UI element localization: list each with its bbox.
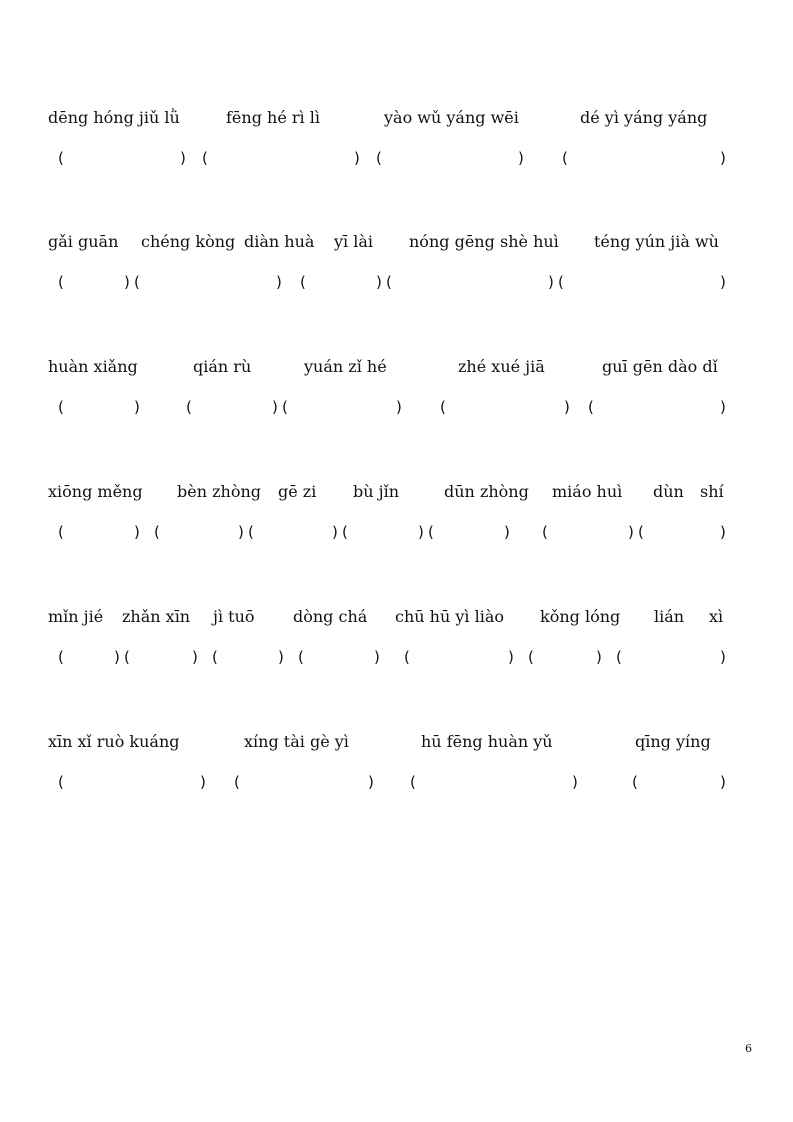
pinyin-word: yào wǔ yáng wēi (384, 108, 519, 127)
answer-bracket-close: ) (124, 273, 130, 291)
answer-bracket-close: ) (720, 273, 726, 291)
answer-bracket-close: ) (272, 398, 278, 416)
answer-bracket-open: ( (410, 773, 416, 791)
answer-bracket-open: ( (562, 149, 568, 167)
answer-bracket-close: ) (200, 773, 206, 791)
page-number: 6 (745, 1042, 752, 1055)
answer-bracket-open: ( (404, 648, 410, 666)
answer-bracket-open: ( (440, 398, 446, 416)
pinyin-word: xīn xǐ ruò kuáng (48, 732, 180, 751)
answer-bracket-close: ) (134, 523, 140, 541)
answer-bracket-open: ( (528, 648, 534, 666)
answer-bracket-open: ( (186, 398, 192, 416)
answer-bracket-close: ) (504, 523, 510, 541)
pinyin-word: lián (654, 607, 685, 626)
pinyin-word: xiōng měng (48, 482, 143, 501)
exercise-row-2 (0, 232, 793, 312)
answer-bracket-open: ( (124, 648, 130, 666)
pinyin-word: shè huì (500, 232, 559, 251)
answer-bracket-close: ) (518, 149, 524, 167)
pinyin-word: huàn xiǎng (48, 357, 138, 376)
answer-bracket-open: ( (282, 398, 288, 416)
answer-bracket-open: ( (58, 398, 64, 416)
exercise-row-6 (0, 732, 793, 812)
answer-bracket-open: ( (298, 648, 304, 666)
pinyin-word: yuán zǐ hé (304, 357, 387, 376)
answer-bracket-close: ) (192, 648, 198, 666)
answer-bracket-close: ) (134, 398, 140, 416)
pinyin-word: shí (700, 482, 724, 501)
pinyin-word: qīng yíng (635, 732, 711, 751)
answer-bracket-open: ( (632, 773, 638, 791)
pinyin-word: gē zi (278, 482, 317, 501)
pinyin-word: dùn (653, 482, 684, 501)
answer-bracket-close: ) (238, 523, 244, 541)
pinyin-word: zhǎn xīn (122, 607, 191, 626)
pinyin-word: téng yún jià wù (594, 232, 719, 251)
answer-bracket-open: ( (58, 773, 64, 791)
pinyin-word: bù jǐn (353, 482, 400, 501)
answer-bracket-close: ) (720, 773, 726, 791)
pinyin-word: dé yì yáng yáng (580, 108, 708, 127)
pinyin-word: qián rù (193, 357, 252, 376)
answer-bracket-open: ( (376, 149, 382, 167)
pinyin-word: nóng gēng (409, 232, 495, 251)
answer-bracket-open: ( (134, 273, 140, 291)
pinyin-word: gǎi guān (48, 232, 119, 251)
answer-bracket-open: ( (58, 648, 64, 666)
answer-bracket-open: ( (558, 273, 564, 291)
answer-bracket-open: ( (386, 273, 392, 291)
pinyin-word: diàn huà (244, 232, 315, 251)
answer-bracket-close: ) (418, 523, 424, 541)
answer-bracket-open: ( (58, 149, 64, 167)
pinyin-word: dūn zhòng (444, 482, 529, 501)
pinyin-word: dēng hóng jiǔ lǜ (48, 108, 180, 127)
exercise-row-3 (0, 357, 793, 437)
answer-bracket-open: ( (588, 398, 594, 416)
answer-bracket-open: ( (212, 648, 218, 666)
answer-bracket-close: ) (508, 648, 514, 666)
answer-bracket-close: ) (720, 648, 726, 666)
exercise-row-4 (0, 482, 793, 562)
answer-bracket-close: ) (596, 648, 602, 666)
pinyin-word: chū hū yì liào (395, 607, 504, 626)
answer-bracket-close: ) (548, 273, 554, 291)
answer-bracket-open: ( (154, 523, 160, 541)
pinyin-word: zhé xué jiā (458, 357, 545, 376)
answer-bracket-open: ( (542, 523, 548, 541)
answer-bracket-open: ( (342, 523, 348, 541)
answer-bracket-open: ( (638, 523, 644, 541)
answer-bracket-close: ) (396, 398, 402, 416)
answer-bracket-open: ( (428, 523, 434, 541)
answer-bracket-open: ( (58, 523, 64, 541)
answer-bracket-close: ) (332, 523, 338, 541)
answer-bracket-close: ) (572, 773, 578, 791)
answer-bracket-close: ) (114, 648, 120, 666)
answer-bracket-open: ( (616, 648, 622, 666)
pinyin-word: xì (709, 607, 724, 626)
pinyin-word: jì tuō (213, 607, 255, 626)
answer-bracket-close: ) (376, 273, 382, 291)
answer-bracket-close: ) (354, 149, 360, 167)
answer-bracket-open: ( (58, 273, 64, 291)
pinyin-word: bèn zhòng (177, 482, 262, 501)
pinyin-word: xíng tài gè yì (244, 732, 349, 751)
answer-bracket-close: ) (720, 398, 726, 416)
pinyin-word: mǐn jié (48, 607, 104, 626)
pinyin-word: yī lài (334, 232, 374, 251)
answer-bracket-close: ) (276, 273, 282, 291)
answer-bracket-open: ( (300, 273, 306, 291)
pinyin-word: dòng chá (293, 607, 368, 626)
answer-bracket-close: ) (720, 523, 726, 541)
answer-bracket-close: ) (628, 523, 634, 541)
answer-bracket-close: ) (720, 149, 726, 167)
answer-bracket-close: ) (564, 398, 570, 416)
pinyin-word: chéng kòng (141, 232, 236, 251)
answer-bracket-close: ) (374, 648, 380, 666)
answer-bracket-open: ( (234, 773, 240, 791)
answer-bracket-open: ( (248, 523, 254, 541)
pinyin-word: guī gēn dào dǐ (602, 357, 718, 376)
pinyin-word: kǒng lóng (540, 607, 621, 626)
exercise-row-5 (0, 607, 793, 687)
answer-bracket-close: ) (180, 149, 186, 167)
pinyin-word: fēng hé rì lì (226, 108, 320, 127)
exercise-row-1 (0, 108, 793, 188)
pinyin-word: hū fēng huàn yǔ (421, 732, 553, 751)
pinyin-word: miáo huì (552, 482, 623, 501)
answer-bracket-close: ) (368, 773, 374, 791)
answer-bracket-close: ) (278, 648, 284, 666)
answer-bracket-open: ( (202, 149, 208, 167)
